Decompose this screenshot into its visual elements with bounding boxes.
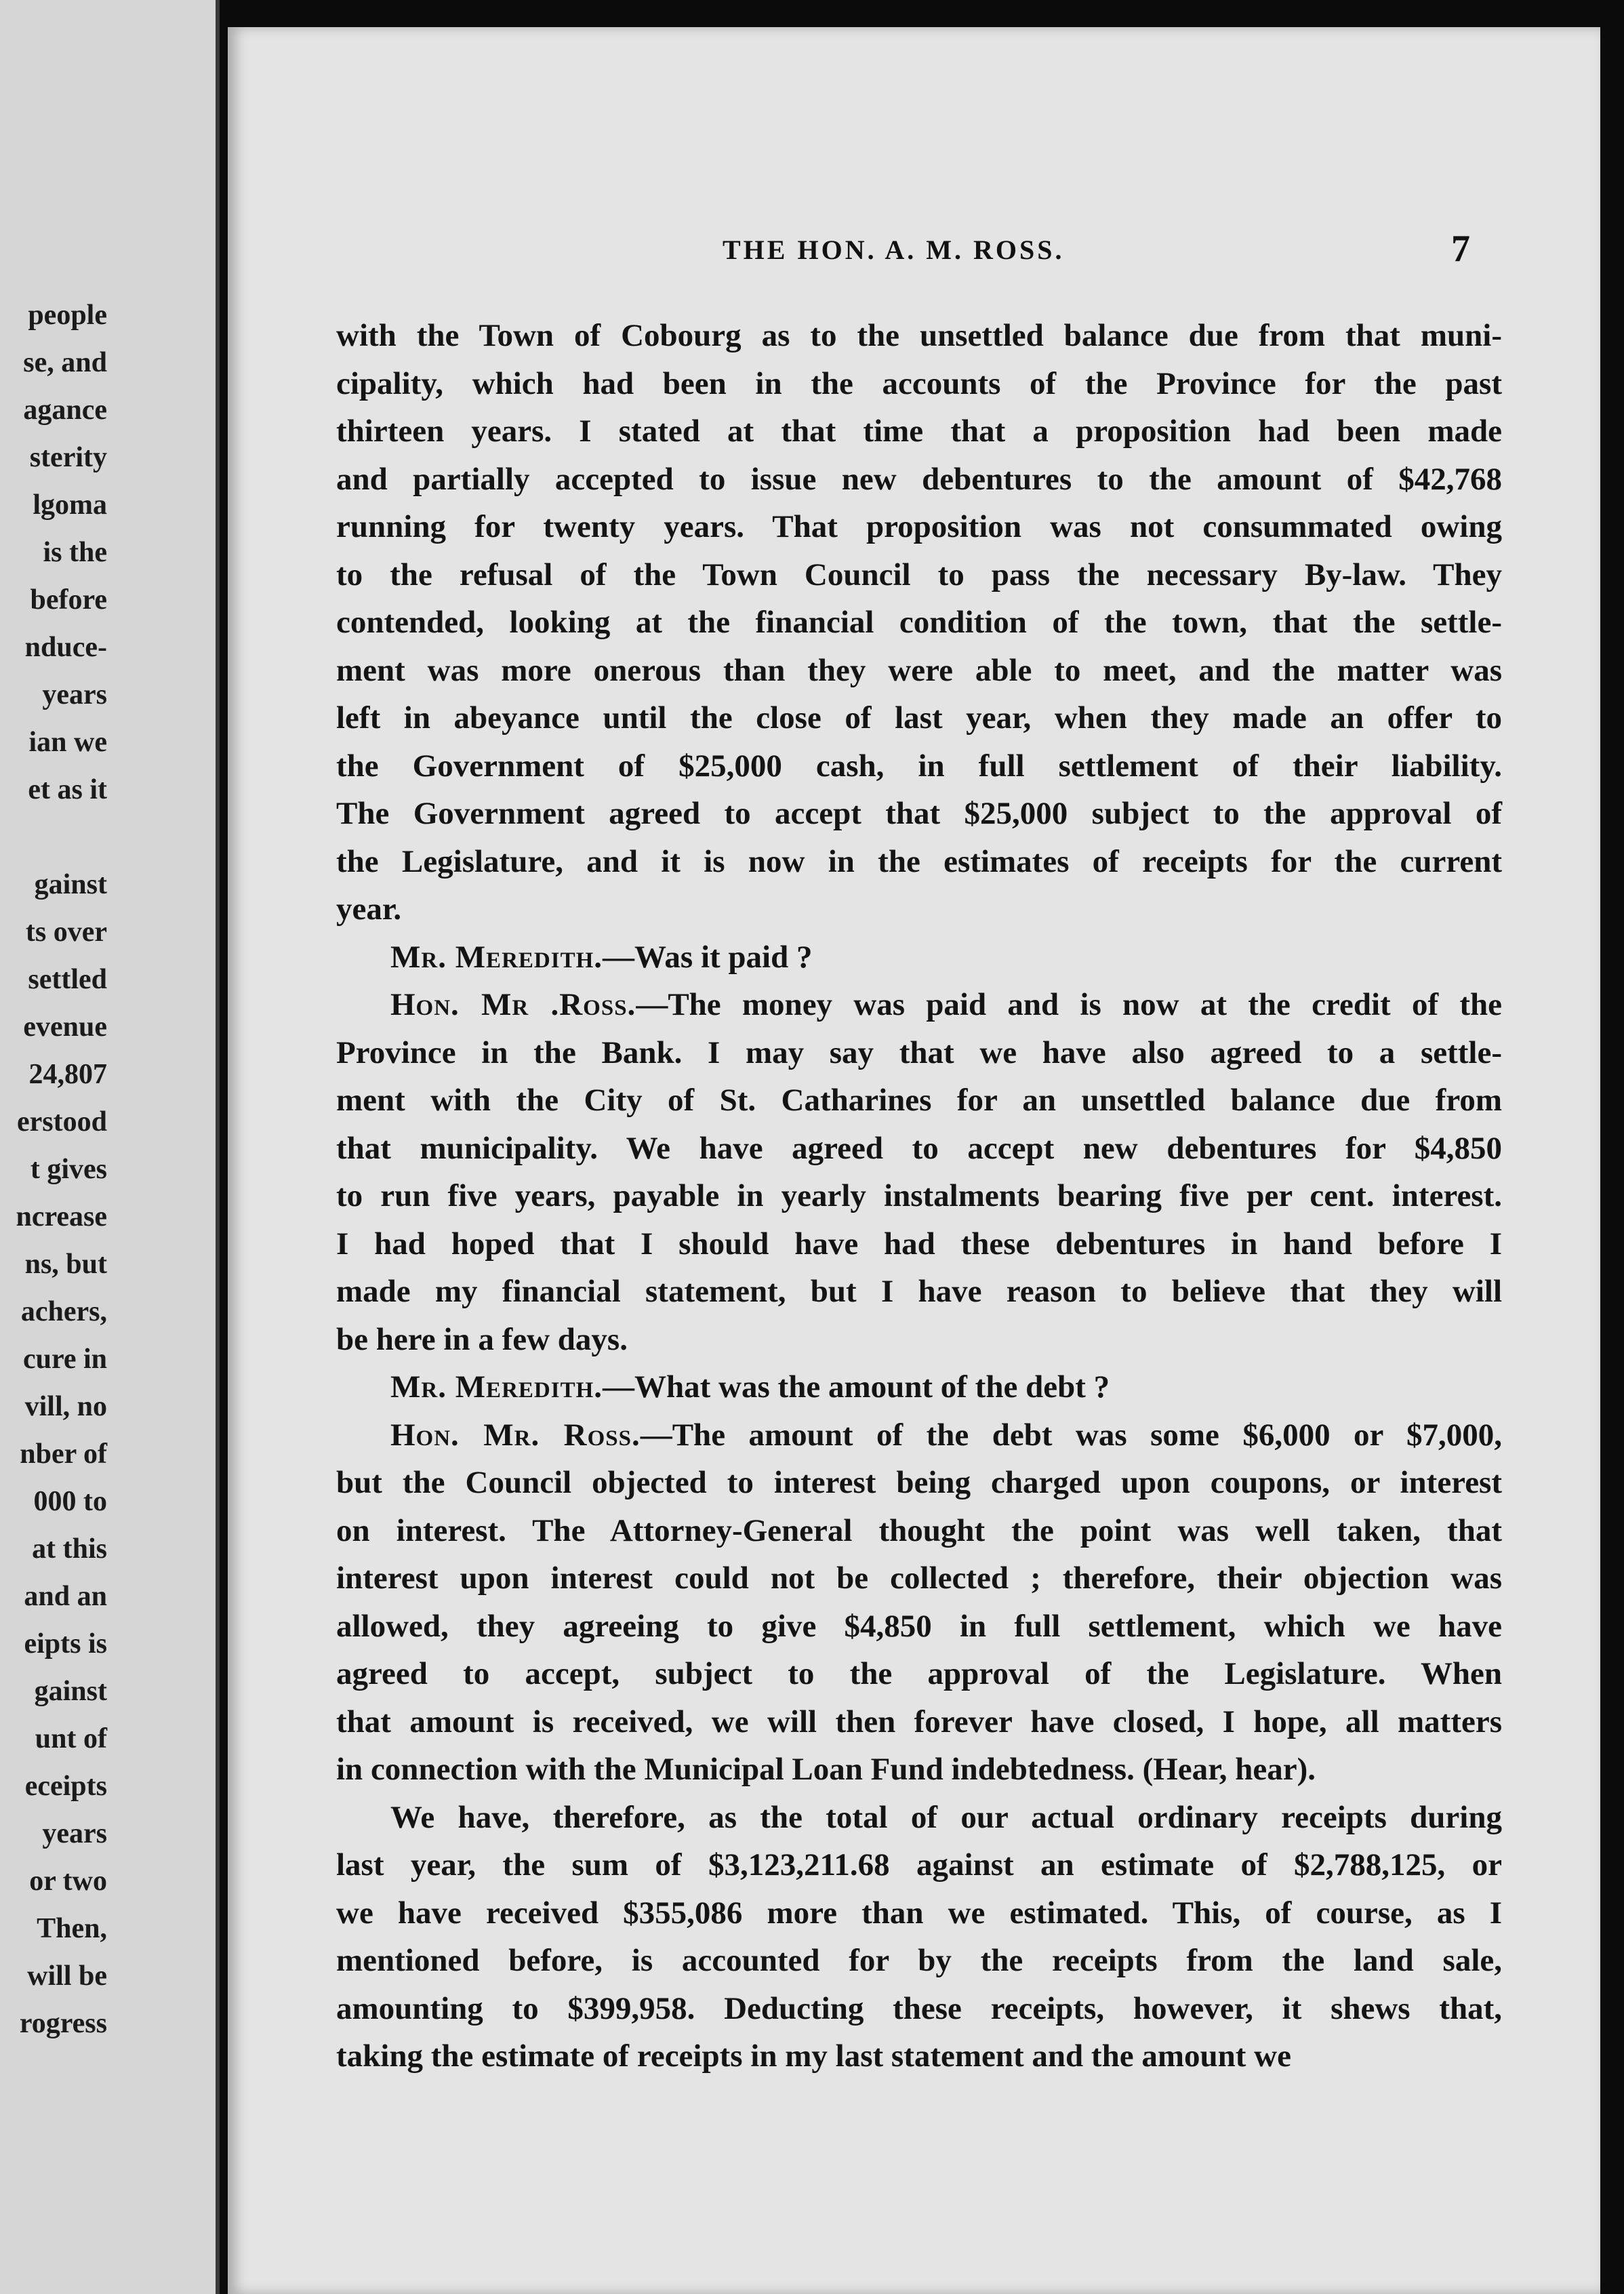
line-text: —What was the amount of the debt ? <box>603 1369 1110 1405</box>
text-line <box>336 456 1502 504</box>
text-line <box>336 933 1502 982</box>
text-line <box>336 1363 1502 1411</box>
line-text: but the Council objected to interest being charged upon coupons, or interest <box>336 1465 1502 1500</box>
line-text: we have received $355,086 more than we estimated. This, of course, as I <box>336 1895 1502 1931</box>
previous-page-edge <box>0 0 220 2294</box>
text-line <box>336 1841 1502 1889</box>
line-text: running for twenty years. That proposition was not consummated owing <box>336 509 1502 544</box>
line-text: and partially accepted to issue new debentures to the amount of $42,768 <box>336 461 1502 497</box>
margin-fragment: unt of <box>35 1723 107 1754</box>
previous-page-fragments <box>0 291 107 2047</box>
margin-fragment: years <box>42 1818 107 1849</box>
text-line <box>336 503 1502 551</box>
line-text: that municipality. We have agreed to accept new debentures for $4,850 <box>336 1130 1502 1166</box>
text-line <box>336 1650 1502 1698</box>
line-text: last year, the sum of $3,123,211.68 against an estimate of $2,788,125, or <box>336 1847 1502 1883</box>
line-text: that amount is received, we will then forever have closed, I hope, all matters <box>336 1704 1502 1739</box>
text-line <box>336 1985 1502 2033</box>
line-text: to run five years, payable in yearly instalments bearing five per cent. interest. <box>336 1178 1502 1213</box>
margin-fragment: 000 to <box>33 1486 107 1517</box>
speaker-name: Hon. Mr. Ross. <box>390 1417 641 1453</box>
text-line <box>336 1411 1502 1460</box>
line-text: allowed, they agreeing to give $4,850 in full settlement, which we have <box>336 1608 1502 1644</box>
text-line <box>336 647 1502 695</box>
margin-fragment: 24,807 <box>28 1059 107 1090</box>
line-text: the Government of $25,000 cash, in full settlement of their liability. <box>336 748 1502 784</box>
margin-fragment: gainst <box>34 1676 107 1707</box>
text-line <box>336 1603 1502 1651</box>
margin-fragment: vill, no <box>24 1391 107 1422</box>
margin-fragment: lgoma <box>33 489 107 521</box>
speaker-name: Hon. Mr .Ross. <box>390 987 636 1022</box>
margin-fragment: or two <box>29 1866 107 1897</box>
text-line <box>336 2032 1502 2080</box>
line-text: The Government agreed to accept that $25,000 subject to the approval of <box>336 796 1502 831</box>
line-text: ment was more onerous than they were able to meet, and the matter was <box>336 652 1502 688</box>
text-line <box>336 885 1502 933</box>
speaker-name: Mr. Meredith. <box>390 939 603 975</box>
margin-fragment: nber of <box>20 1438 107 1470</box>
text-line <box>336 1076 1502 1125</box>
text-line <box>336 1459 1502 1507</box>
margin-fragment: will be <box>27 1960 107 1992</box>
margin-fragment: is the <box>43 537 107 568</box>
text-line <box>336 1746 1502 1794</box>
text-line <box>336 1268 1502 1316</box>
line-text: amounting to $399,958. Deducting these receipts, however, it shews that, <box>336 1990 1502 2026</box>
line-text: taking the estimate of receipts in my last statement and the amount we <box>336 2038 1291 2074</box>
margin-fragment: agance <box>23 395 107 426</box>
text-line <box>336 312 1502 360</box>
text-line <box>336 790 1502 838</box>
margin-fragment: rogress <box>19 2008 107 2039</box>
text-line <box>336 1889 1502 1937</box>
line-text: with the Town of Cobourg as to the unsettled balance due from that muni- <box>336 318 1502 353</box>
running-title: THE HON. A. M. ROSS. <box>723 235 1065 265</box>
line-text: be here in a few days. <box>336 1321 628 1357</box>
margin-fragment: evenue <box>23 1011 107 1043</box>
line-text: made my financial statement, but I have reason to believe that they will <box>336 1274 1502 1309</box>
line-text: the Legislature, and it is now in the estimates of receipts for the current <box>336 843 1502 879</box>
margin-fragment: nduce- <box>24 632 107 663</box>
text-line <box>336 1698 1502 1746</box>
line-text: in connection with the Municipal Loan Fund indebtedness. (Hear, hear). <box>336 1752 1316 1787</box>
margin-fragment: at this <box>32 1533 107 1565</box>
text-line <box>336 551 1502 599</box>
margin-fragment: and an <box>24 1581 107 1612</box>
line-text: to the refusal of the Town Council to pass the necessary By-law. They <box>336 557 1502 592</box>
margin-fragment: before <box>30 584 107 616</box>
margin-fragment: years <box>42 679 107 710</box>
margin-fragment: eceipts <box>24 1771 107 1802</box>
line-text: —The amount of the debt was some $6,000 or $7,000, <box>640 1417 1502 1453</box>
body-text <box>336 312 1502 2080</box>
text-line <box>336 694 1502 742</box>
speaker-name: Mr. Meredith. <box>390 1369 603 1405</box>
line-text: agreed to accept, subject to the approval of the Legislature. When <box>336 1656 1502 1691</box>
margin-fragment <box>0 813 107 861</box>
margin-fragment: ts over <box>25 917 107 948</box>
text-line <box>336 1125 1502 1173</box>
margin-fragment: erstood <box>17 1106 107 1138</box>
line-text: We have, therefore, as the total of our actual ordinary receipts during <box>390 1799 1502 1835</box>
page-number: 7 <box>1451 228 1470 270</box>
margin-fragment: sterity <box>29 442 107 473</box>
text-line <box>336 1937 1502 1985</box>
line-text: thirteen years. I stated at that time that a proposition had been made <box>336 414 1502 449</box>
line-text: on interest. The Attorney-General thought the point was well taken, that <box>336 1512 1502 1548</box>
margin-fragment: ns, but <box>24 1249 107 1280</box>
line-text: Province in the Bank. I may say that we have also agreed to a settle- <box>336 1034 1502 1070</box>
line-text: ment with the City of St. Catharines for an unsettled balance due from <box>336 1083 1502 1118</box>
margin-fragment: eipts is <box>24 1628 107 1659</box>
text-line <box>336 1172 1502 1220</box>
margin-fragment: ian we <box>28 727 107 758</box>
line-text: mentioned before, is accounted for by the receipts from the land sale, <box>336 1943 1502 1978</box>
document-page <box>228 27 1600 2294</box>
text-line <box>336 1316 1502 1364</box>
line-text: cipality, which had been in the accounts of the Province for the past <box>336 365 1502 401</box>
line-text: year. <box>336 891 402 927</box>
text-line <box>336 1220 1502 1268</box>
text-line <box>336 838 1502 886</box>
text-line <box>336 981 1502 1029</box>
running-head <box>228 228 1600 281</box>
margin-fragment: se, and <box>23 347 107 378</box>
text-line <box>336 360 1502 408</box>
margin-fragment: t gives <box>30 1154 107 1185</box>
margin-fragment: settled <box>28 964 107 995</box>
text-line <box>336 742 1502 790</box>
line-text: I had hoped that I should have had these debentures in hand before I <box>336 1226 1502 1262</box>
line-text: contended, looking at the financial condition of the town, that the settle- <box>336 605 1502 640</box>
text-line <box>336 1794 1502 1842</box>
text-line <box>336 1507 1502 1555</box>
text-line <box>336 1554 1502 1603</box>
line-text: —The money was paid and is now at the credit of the <box>636 987 1502 1022</box>
margin-fragment: Then, <box>37 1913 107 1944</box>
line-text: left in abeyance until the close of last year, when they made an offer to <box>336 700 1502 736</box>
margin-fragment: people <box>28 300 107 331</box>
text-line <box>336 407 1502 456</box>
margin-fragment: gainst <box>34 869 107 900</box>
text-line <box>336 1029 1502 1077</box>
line-text: interest upon interest could not be collected ; therefore, their objection was <box>336 1561 1502 1596</box>
margin-fragment: ncrease <box>16 1201 107 1232</box>
text-line <box>336 599 1502 647</box>
margin-fragment: cure in <box>22 1344 107 1375</box>
margin-fragment: achers, <box>20 1296 107 1327</box>
line-text: —Was it paid ? <box>603 939 813 975</box>
margin-fragment: et as it <box>28 774 107 805</box>
